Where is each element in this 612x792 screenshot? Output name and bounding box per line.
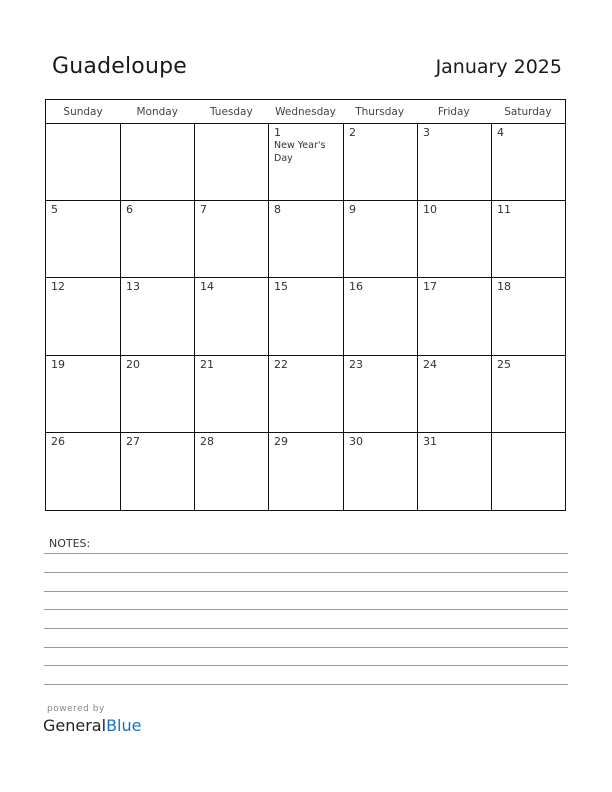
weekday-thursday: Thursday [355,106,405,118]
day-cell [269,201,344,278]
day-cell [492,356,565,433]
day-number: 1 [274,126,281,139]
day-number: 18 [497,280,511,294]
day-cell [492,124,565,201]
day-number: 6 [126,203,133,217]
day-number: 23 [349,357,363,371]
day-cell [121,278,195,355]
day-cell [121,433,195,510]
day-cells [46,124,565,510]
day-cell [121,124,195,201]
notes-label: NOTES: [49,537,91,550]
day-cell [344,356,418,433]
day-cell [121,201,195,278]
day-cell [492,433,565,510]
day-cell [418,201,492,278]
brand-general: General [43,716,107,735]
weekday-header-row [46,100,565,124]
day-cell [418,124,492,201]
day-cell [195,433,269,510]
notes-line [44,628,568,629]
day-cell [46,356,121,433]
day-number: 12 [51,280,65,294]
day-number: 7 [200,203,207,217]
day-cell [121,356,195,433]
day-cell [269,433,344,510]
day-cell [195,278,269,355]
weekday-friday: Friday [437,106,470,118]
day-number: 31 [423,434,437,448]
day-number: 17 [423,280,437,294]
day-number: 9 [349,203,356,217]
weekday-sunday: Sunday [63,106,103,118]
day-number: 20 [126,357,140,371]
day-number: 11 [497,203,511,217]
day-cell [492,278,565,355]
day-number: 10 [423,203,437,217]
day-cell [492,201,565,278]
powered-by-text: powered by [47,704,105,714]
day-number: 5 [51,203,58,217]
day-number: 15 [274,280,288,294]
day-cell [418,433,492,510]
calendar-month-year: January 2025 [435,56,562,78]
day-cell [46,278,121,355]
day-cell [269,278,344,355]
notes-line [44,684,568,685]
day-number: 27 [126,434,140,448]
calendar-region-title: Guadeloupe [52,54,187,79]
day-cell [195,356,269,433]
day-number: 26 [51,434,65,448]
day-cell [344,278,418,355]
day-cell [269,124,344,201]
notes-line [44,609,568,610]
day-number: 4 [497,126,504,139]
day-number: 14 [200,280,214,294]
day-number: 2 [349,126,356,139]
day-cell [344,124,418,201]
weekday-wednesday: Wednesday [275,106,336,118]
day-cell [195,201,269,278]
day-cell [46,124,121,201]
day-cell [418,356,492,433]
notes-line [44,647,568,648]
day-cell [46,433,121,510]
day-number: 21 [200,357,214,371]
day-number: 8 [274,203,281,217]
holiday-label: New Year's Day [274,140,326,164]
day-number: 22 [274,357,288,371]
notes-line [44,553,568,554]
day-number: 29 [274,434,288,448]
day-cell [418,278,492,355]
day-cell [344,201,418,278]
day-cell [269,356,344,433]
weekday-monday: Monday [136,106,178,118]
notes-line [44,572,568,573]
day-number: 24 [423,357,437,371]
day-number: 30 [349,434,363,448]
day-cell [46,201,121,278]
weekday-tuesday: Tuesday [209,106,253,118]
day-number: 25 [497,357,511,371]
day-number: 19 [51,357,65,371]
day-number: 3 [423,126,430,139]
day-number: 28 [200,434,214,448]
day-cell [195,124,269,201]
day-number: 13 [126,280,140,294]
notes-line [44,665,568,666]
day-cell [344,433,418,510]
generalblue-logo [43,716,141,735]
calendar-grid [45,99,566,511]
brand-blue: Blue [106,716,142,735]
weekday-saturday: Saturday [504,106,552,118]
notes-line [44,591,568,592]
day-number: 16 [349,280,363,294]
